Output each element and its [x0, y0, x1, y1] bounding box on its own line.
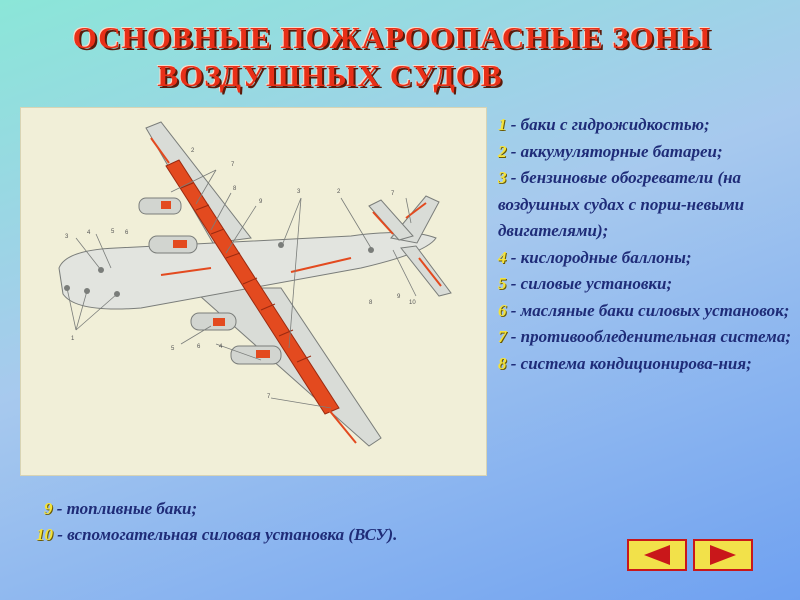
legend-number: 5	[498, 274, 507, 293]
aircraft-illustration	[20, 107, 487, 476]
legend-text: - система кондиционирова-ния;	[506, 353, 752, 373]
legend-item	[498, 351, 794, 378]
legend-text: - вспомогательная силовая установка (ВСУ).	[53, 525, 398, 544]
callout-label: 9	[397, 294, 401, 300]
legend-text: - силовые установки;	[506, 274, 673, 293]
legend-text: - кислородные баллоны;	[506, 247, 692, 267]
next-slide-button[interactable]	[693, 539, 753, 571]
callout-label: 5	[171, 346, 175, 352]
navigation-buttons	[627, 539, 753, 571]
callout-label: 10	[409, 300, 416, 306]
callout-label: 4	[87, 230, 91, 236]
legend-list	[498, 112, 794, 377]
triangle-left-icon	[642, 544, 672, 566]
callout-label: 5	[111, 229, 115, 235]
slide-title-line1: ОСНОВНЫЕ ПОЖАРООПАСНЫЕ ЗОНЫ	[72, 20, 712, 55]
callout-label: 3	[65, 234, 69, 240]
legend-item	[36, 522, 596, 548]
callout-label: 6	[197, 344, 201, 350]
callout-label: 3	[297, 189, 301, 195]
legend-text: - бензиновые обогреватели (на воздушных судах с порш-невыми двигателями);	[498, 168, 745, 240]
callout-label: 1	[71, 336, 75, 342]
callout-label: 4	[219, 344, 223, 350]
callout-label: 2	[337, 189, 341, 195]
legend-number: 7	[498, 327, 507, 346]
callout-label: 8	[233, 186, 237, 192]
legend-text: - масляные баки силовых установок;	[506, 300, 790, 320]
legend-number: 8	[498, 353, 507, 373]
legend-text: - противообледенительная система;	[506, 327, 791, 346]
legend-item	[36, 496, 596, 522]
legend-item	[498, 298, 794, 325]
right-wing	[191, 288, 381, 446]
legend-number: 10	[36, 525, 53, 544]
callout-label: 7	[391, 191, 395, 197]
bottom-legend-list	[36, 496, 596, 548]
aircraft-diagram	[21, 108, 486, 475]
legend-number: 4	[498, 247, 507, 267]
callout-label: 9	[259, 199, 263, 205]
legend-item	[498, 139, 794, 166]
slide-title-line2: ВОЗДУШНЫХ СУДОВ	[157, 58, 503, 93]
triangle-right-icon	[708, 544, 738, 566]
legend-item	[498, 245, 794, 272]
legend-text: - топливные баки;	[52, 499, 198, 518]
legend-text: - аккумуляторные батареи;	[506, 141, 723, 161]
legend-number: 2	[498, 141, 507, 161]
callout-label: 7	[231, 162, 235, 168]
legend-number: 9	[44, 499, 53, 518]
previous-slide-button[interactable]	[627, 539, 687, 571]
legend-number: 3	[498, 168, 507, 187]
callout-label: 6	[125, 230, 129, 236]
callout-label: 2	[191, 148, 195, 154]
legend-item	[498, 324, 794, 351]
legend-item	[498, 271, 794, 298]
callout-label: 7	[267, 394, 271, 400]
legend-item	[498, 165, 794, 245]
legend-text: - баки с гидрожидкостью;	[506, 115, 710, 134]
legend-item	[498, 112, 794, 139]
legend-number: 1	[498, 115, 507, 134]
legend-number: 6	[498, 300, 507, 320]
horizontal-stabilizer-bottom	[401, 246, 451, 296]
left-wing	[146, 122, 251, 243]
callout-label: 8	[369, 300, 373, 306]
